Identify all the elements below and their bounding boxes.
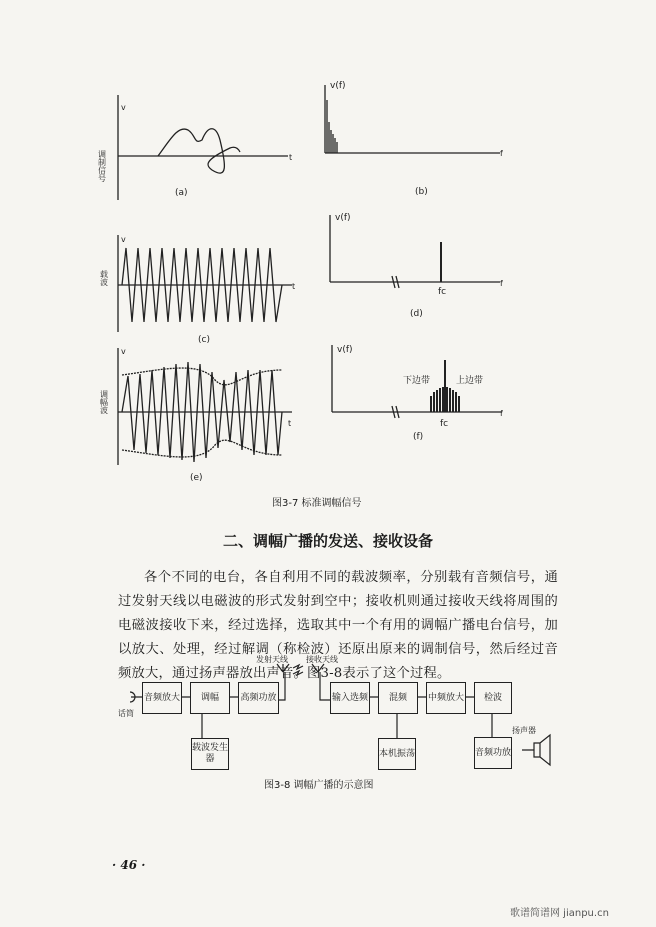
block-input-select: 输入选频 [330, 682, 370, 714]
svg-text:f: f [500, 149, 503, 158]
block-local-oscillator: 本机振荡 [378, 738, 416, 770]
rx-antenna-label: 接收天线 [306, 655, 338, 664]
block-audio-amp: 音频放大 [142, 682, 182, 714]
svg-text:v: v [121, 103, 126, 112]
svg-text:(f): (f) [413, 432, 424, 442]
svg-text:(d): (d) [410, 309, 423, 319]
block-if-amp: 中频放大 [426, 682, 466, 714]
svg-text:f: f [500, 409, 503, 418]
svg-text:调幅波: 调幅波 [99, 390, 109, 414]
svg-text:下边带: 下边带 [403, 376, 431, 386]
svg-text:v: v [121, 235, 126, 244]
tx-antenna-label: 发射天线 [256, 655, 288, 664]
svg-text:v(f): v(f) [330, 81, 346, 91]
figure-3-7-caption: 图3-7 标准调幅信号 [272, 498, 362, 509]
svg-text:载波: 载波 [99, 270, 109, 286]
block-carrier-generator: 载波发生器 [191, 738, 229, 770]
svg-text:v: v [121, 347, 126, 356]
page-number: · 46 · [112, 858, 146, 872]
section-heading: 二、调幅广播的发送、接收设备 [222, 532, 433, 550]
svg-text:(b): (b) [415, 187, 428, 197]
svg-text:(e): (e) [190, 473, 203, 483]
svg-text:f: f [500, 279, 503, 288]
block-mixer: 混频 [378, 682, 418, 714]
svg-text:t: t [292, 282, 296, 291]
microphone-label: 话筒 [118, 709, 134, 718]
svg-text:(c): (c) [198, 335, 210, 345]
block-modulator: 调幅 [190, 682, 230, 714]
svg-text:调制信号: 调制信号 [97, 150, 107, 182]
svg-text:v(f): v(f) [337, 345, 353, 355]
svg-text:fc: fc [440, 419, 449, 429]
watermark: 歌谱简谱网 jianpu.cn [510, 908, 609, 919]
block-audio-power-amp: 音频功放 [474, 737, 512, 769]
block-detector: 检波 [474, 682, 512, 714]
svg-text:上边带: 上边带 [456, 376, 484, 386]
svg-text:t: t [289, 153, 293, 162]
svg-text:v(f): v(f) [335, 213, 351, 223]
svg-text:(a): (a) [175, 188, 188, 198]
figure-3-8-caption: 图3-8 调幅广播的示意图 [264, 780, 374, 791]
svg-text:t: t [288, 419, 292, 428]
block-rf-power-amp: 高频功放 [238, 682, 279, 714]
speaker-label: 扬声器 [512, 726, 536, 735]
body-paragraph: 各个不同的电台，各自利用不同的载波频率，分别载有音频信号，通过发射天线以电磁波的形式发射到空中；接收机则通过接收天线将周围的电磁波接收下来，经过选择，选取其中一个有用的调幅广播电台信号，加以放大、处理，经过解调（称检波）还原出原来的调制信号，然后经过音频放大，通过扬声器放出声音。图3-8表示了这个过程。 [118, 570, 558, 681]
svg-text:fc: fc [438, 287, 447, 297]
